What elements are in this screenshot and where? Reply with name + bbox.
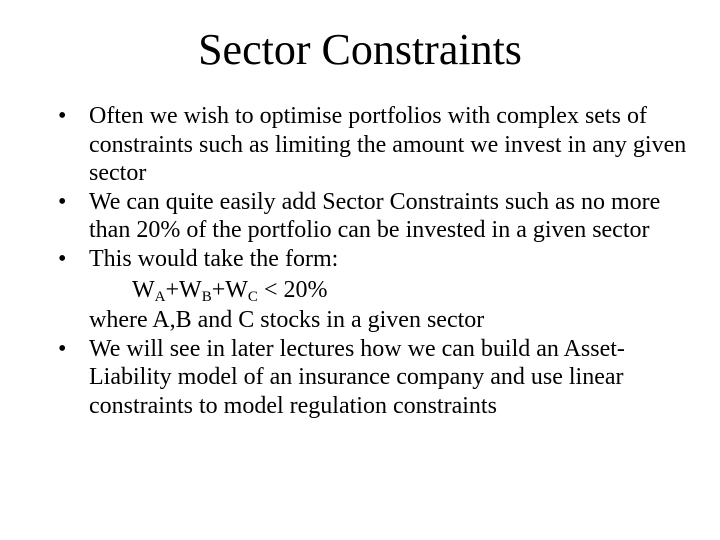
bullet-item	[58, 102, 698, 188]
bullet-dot-icon: •	[58, 245, 67, 272]
bullet-item	[58, 335, 698, 421]
bullet-text: We will see in later lectures how we can build an Asset-Liability model of an insurance company and use linear constraints to model regulation constraints	[89, 335, 625, 419]
bullet-dot-icon: •	[58, 335, 67, 362]
bullet-dot-icon: •	[58, 188, 67, 215]
formula-note: where A,B and C stocks in a given sector	[89, 307, 485, 333]
bullet-text: This would take the form:	[89, 245, 339, 272]
bullet-list	[58, 102, 698, 420]
sector-constraint-formula: $W_A+W_B+W_C < 20\%$	[132, 277, 328, 305]
bullet-item	[58, 188, 698, 245]
bullet-dot-icon: •	[58, 103, 67, 129]
slide-title: Sector Constraints	[198, 25, 522, 74]
bullet-text: We can quite easily add Sector Constraints such as no more than 20% of the portfolio can be invested in a given sector	[89, 188, 661, 243]
bullet-item	[58, 245, 698, 335]
bullet-text: Often we wish to optimise portfolios with complex sets of constraints such as limiting the amount we invest in any given sector	[89, 103, 687, 186]
